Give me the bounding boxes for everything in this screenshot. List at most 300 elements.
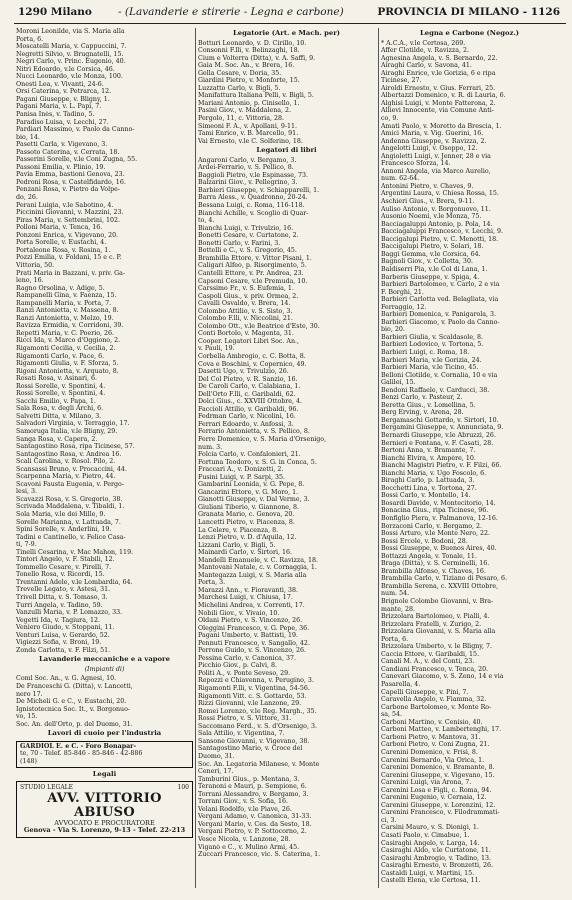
directory-entry: Airaghi Carlo, v. Savona, 41. (381, 62, 472, 70)
directory-entry: Amici Maria, v. Vig. Guerini, 16. (381, 130, 484, 138)
directory-entry: mante, 28. (381, 605, 416, 613)
directory-entry: Romei Lorenzo, v.le Reg. Margh., 35. (198, 707, 317, 715)
ad-top-number: 100 (177, 784, 189, 792)
directory-entry: Zonda Carlotta, v. F. Filzi, 51. (16, 646, 111, 654)
directory-entry: Polloni Maria, v. Tenca, 16. (16, 224, 103, 232)
directory-entry: Carboni Pietro, v. Mantova, 31. (381, 733, 481, 741)
directory-entry: Porta, 6. (381, 635, 409, 643)
legatori-list (198, 157, 375, 859)
directory-entry: Benzi Carlo, v. Pasteur, 2. (381, 394, 463, 402)
directory-entry: Sala Rosa, v. degli Archi, 6. (16, 405, 104, 413)
directory-entry: Ferre Domenico, v. S. Maria d'Orsenigo, (198, 435, 327, 443)
directory-entry: Sala Attilio, v. Vigentina, 7. (198, 730, 285, 738)
directory-entry: Balzarini Giov., v. Pellegrino, 3. (198, 179, 298, 187)
ad-name: AVV. VITTORIO ABIUSO (47, 790, 162, 820)
column-divider (378, 28, 379, 888)
directory-entry: Bessana Luigi, c. Roma, 116-118. (198, 202, 305, 210)
directory-entry: Fraccari A., v. Donizetti, 2. (198, 466, 284, 474)
directory-entry: Fortuna Teodoro, v. S. G. in Conca, 5. (198, 458, 317, 466)
directory-entry: Cavalli Osvaldo, v. Brera, 14. (198, 300, 291, 308)
directory-entry: sa, 54. (381, 711, 403, 719)
directory-entry: Porta Sorelle, v. Eustachi, 4. (16, 239, 107, 247)
directory-entry: Salvadori Virginia, v. Terraggio, 17. (16, 420, 130, 428)
directory-entry: Portaleone Rosa, v. Rosina, 1. (16, 246, 111, 254)
directory-entry: Agnesina Angela, v. S. Bernardo, 22. (381, 54, 498, 62)
directory-entry: Capelli Giuseppe, v. Pini, 7. (381, 688, 469, 696)
column-left (16, 28, 193, 888)
directory-entry: Antonini Pietro, v. Chaves, 9. (381, 182, 474, 190)
ad-line: te, 70 - Telef. 85-846 - 85-846 - 42-886 (20, 750, 143, 758)
directory-entry: Barbieri Giulia, v. Scaldasole, 8. (381, 333, 484, 341)
directory-entry: Tintori Angelo, v. F. Stabili, 12. (16, 556, 115, 564)
directory-entry: Amati Paolo, v. Moretto da Brescia, 1. (381, 122, 502, 130)
directory-entry: Onesti Lea, v. Vivanti, 24-6. (16, 80, 104, 88)
directory-entry: Tadini e Cantinello, v. Felice Casa- (16, 533, 126, 541)
directory-entry: Rossi Sorelle, v. Spontini, 4. (16, 382, 106, 390)
legna-carbone-list (381, 40, 558, 885)
directory-entry: Mandelli Emanuele, v. C. Ravizza, 18. (198, 556, 318, 564)
directory-entry: Pagani Umberto, v. Battisti, 19. (198, 632, 298, 640)
directory-entry: Bonfiglio Piera, v. Palmanova, 12-16. (381, 515, 498, 522)
directory-page (8, 6, 566, 894)
directory-entry: Panisa Inès, v. Tadino, 5. (16, 111, 95, 119)
directory-entry: Barbieri Lodovico, v. Tortona, 5. (381, 341, 484, 349)
directory-entry: Colombo Attilio, v. S. Sisto, 3. (198, 307, 293, 315)
directory-entry: Bonetti Carlo, v. Farini, 3. (198, 239, 281, 247)
directory-entry: Caccia Ettore, v. Garibaldi, 15. (381, 650, 480, 658)
directory-entry: Bianchi Magistri Pietro, v. F. Filzi, 66. (381, 462, 502, 470)
directory-entry: Bianchi Achille, v. Scoglio di Quar- (198, 209, 309, 217)
directory-entry: Belloni Clotilde, v. Cornalia, 10 e via (381, 371, 498, 379)
page-header (8, 6, 566, 24)
directory-entry: Negri Carlo, v. Princ. Eugenio, 40. (16, 58, 126, 66)
directory-entry: Cova e Boschini, v. Copernico, 49. (198, 360, 307, 368)
directory-entry: Albertazzi Domenico, v. R. di Lauria, 6. (381, 92, 506, 100)
directory-entry: Brambilla Ettore, v. Vittor Pisani, 1. (198, 254, 312, 262)
directory-entry: Sanga Rosa, v. Capera, 2. (16, 435, 98, 443)
directory-entry: Bocchetti Lina, v. Tortona, 27. (381, 484, 477, 492)
ad-line: GARDIOL E. e C. - Foro Bonapar- (20, 742, 137, 750)
directory-entry: Carenini Losa e Figli, c. Roma, 94. (381, 786, 492, 794)
gardiol-advertisement (16, 741, 193, 768)
directory-entry: Piccinini Giovanni, v. Mazzini, 23. (16, 209, 124, 217)
directory-entry: Pedroni Rosa, v. Castelfidardo, 16. (16, 178, 126, 186)
directory-entry: Lenzi Pietro, v. D. d'Aquila, 12. (198, 534, 297, 542)
directory-entry: Passoto Caterina, v. Cerrata, 18. (16, 148, 120, 156)
directory-entry: Negretti Silvio, v. Brugnatelli, 15. (16, 50, 124, 58)
directory-entry: Castelli Elena, v.le Certosa, 11. (381, 877, 481, 885)
directory-entry: Tinelli Cesarina, v. Mac Mahon, 119. (16, 548, 134, 556)
directory-entry: Trivell Ditta, v. S. Tomaso, 3. (16, 594, 108, 602)
directory-entry: Picchio Giov., p. Calvi, 8. (198, 662, 278, 670)
directory-entry: Simeoni F. A., v. Apollani, 9-11. (198, 122, 298, 130)
directory-entry: Turri Angela, v. Tadino, 59. (16, 601, 103, 609)
directory-entry: Carenini Domenico, v. Frisi, 8. (381, 748, 478, 756)
directory-entry: Canevari Giacomo, v. S. Zeno, 14 e via (381, 673, 504, 681)
directory-entry: Cantelli Ettore, v. Pr. Andrea, 23. (198, 269, 304, 277)
directory-entry: Rosati Rosa, v. Asinari, 6. (16, 375, 98, 383)
directory-entry: Tommello Cesare, v. Pirelli, 7. (16, 563, 112, 571)
ad-line: (148) (20, 757, 37, 765)
directory-entry: do, 26. (16, 194, 38, 202)
directory-entry: Baccigalupi Pietro, v. C. Menotti, 18. (381, 235, 499, 243)
directory-entry: Spini Sorelle, v. Anderlini, 19. (16, 526, 112, 534)
directory-entry: Angioletti Luigi, v. Jenner, 28 e via (381, 152, 491, 160)
section-title: Legatorie (Art. e Mach. per) (232, 29, 341, 37)
directory-entry: Teranoni e Mauri, p. Sempione, 6. (198, 783, 307, 791)
directory-entry: Carssimo Fr., v. S. Eufemia, 1. (198, 285, 294, 293)
directory-entry: De Caroli Carlo, v. Calabiana, 1. (198, 383, 301, 391)
directory-entry: Botturi Leonardo, v. D. Cirillo, 10. (198, 39, 307, 47)
directory-entry: Pardiari Massimo, v. Paolo da Canno- (16, 126, 135, 134)
directory-entry: vo, 15. (16, 713, 38, 721)
directory-entry: Carenini Domenico, v. Bramante, 8. (381, 764, 495, 772)
directory-entry: Faccioli Attilio, v. Garibaldi, 96. (198, 405, 299, 413)
directory-entry: Vegetti Ida, v. Tagiura, 12. (16, 616, 100, 624)
directory-entry: Barbieri Maria, v.le Gorizia, 24. (381, 356, 482, 364)
directory-entry: Torrani Giov., v. S. Sofia, 16. (198, 798, 288, 806)
directory-entry: Ticinese, 27. (381, 77, 422, 85)
directory-entry: Ragno Orsolina, v. Adige, 5. (16, 284, 105, 292)
directory-entry: Soc. An. Legatoria Milanese, v. Monte (198, 760, 320, 768)
directory-entry: Allievi Innocente, via Comune Anti- (381, 107, 494, 115)
directory-entry: Barbieri Bartolomeo, v. Carlo, 2 e via (381, 281, 500, 289)
directory-entry: Baggioli Pietro, v.le Espinasse, 73. (198, 171, 309, 179)
directory-entry: Carenini Francesco, v. Filodrammati- (381, 809, 500, 817)
directory-entry: Barbieri Domenica, v. Panigarola, 3. (381, 311, 497, 319)
section-subtitle: (Impianti di) (84, 665, 125, 673)
directory-entry: Carenini Eugenio, v. Cernaia, 12. (381, 794, 487, 802)
province-page: PROVINCIA DI MILANO - 1126 (377, 6, 560, 18)
directory-entry: Brizzolara Umberto, v. le Bligny, 7. (381, 643, 493, 651)
directory-entry: Rossi Sorelle, v. Spontini, 4. (16, 390, 106, 398)
ad-address: Genova - Via S. Lorenzo, 9-13 - Telef. 22-213 (23, 826, 186, 835)
directory-entry: Bernardi Giuseppe, v.le Abruzzi, 26. (381, 431, 496, 439)
directory-entry: Mariani Antonio, p. Cinisello, 1. (198, 99, 300, 107)
directory-entry: Beretta Gius., v. Lomellina, 5. (381, 401, 476, 409)
directory-entry: Moscatelli Maria, v. Cappuccini, 7. (16, 43, 127, 51)
directory-entry: Carboni Matteo, v. Lambertenghi, 17. (381, 726, 502, 734)
directory-entry: Conti Bortolo, v. Magenta, 31. (198, 330, 294, 338)
directory-entry: lesi, 3. (16, 488, 37, 496)
directory-entry: Vergani Pietro, v. P. Sottocorno, 2. (198, 828, 307, 836)
directory-entry: Pessina Carlo, v. Canonica, 37. (198, 654, 296, 662)
directory-entry: co, 9. (381, 115, 399, 123)
directory-entry: Bosardi Davide, v. Montecitorio, 14. (381, 499, 496, 507)
directory-entry: Ausonio Noemi, v.le Monza, 75. (381, 213, 482, 221)
directory-entry: Fusini Luigi, v. P. Sarpi, 35. (198, 473, 285, 481)
directory-entry: Lizzani Carlo, v. Bigli, 5. (198, 541, 276, 549)
directory-entry: Bonacina Gius., ripa Ticinese, 96. (381, 507, 489, 515)
column-divider (195, 28, 196, 888)
directory-entry: Caligari Alfeo, p. Risorgimento, 5. (198, 262, 307, 270)
directory-entry: Francesco Sforza, 14. (381, 160, 451, 168)
directory-entry: Bertoni Anna, v. Bramante, 7. (381, 447, 476, 455)
directory-entry: Penzani Rosa, v. Pietro da Volpe- (16, 186, 120, 194)
directory-entry: Vergani Mario, v. Ces. da Sesto, 18. (198, 820, 312, 828)
directory-entry: Bergamaschi Gottardo, v. Sirtori, 10. (381, 416, 499, 424)
directory-entry: Passoni Emilia, v. Plinio, 19. (16, 163, 106, 171)
directory-entry: Baccigalupi Pietro, v. Solari, 18. (381, 243, 484, 251)
directory-entry: Nobili Giov., v. Vivaio, 10. (198, 609, 280, 617)
directory-entry: ti, 7-9. (16, 541, 37, 549)
directory-entry: Brambilla Carlo, v. Tiziano di Pesaro, 6. (381, 575, 508, 583)
directory-entry: Corbella Ambrogio, c. C. Botta, 8. (198, 352, 306, 360)
directory-entry: Pennuti Francesco, v. Sangallo, 42. (198, 639, 310, 647)
directory-entry: Pergolo, 11, c. Vittoria, 28. (198, 115, 284, 123)
directory-entry: Rigamonti F.lli, v. Vigentina, 54-56. (198, 685, 310, 693)
directory-entry: Colombo Ott., v.le Beatrice d'Este, 30. (198, 322, 320, 330)
directory-entry: Manifattura Italiana Pelli, v. Bigli, 5. (198, 92, 314, 100)
directory-entry: Casiraghi Aldo, v.le Curtatone, 11. (381, 847, 491, 855)
directory-entry: Colombo F.lli, v. Niccolini, 21. (198, 315, 293, 323)
directory-entry: Brizzolara Fratelli, v. Zurigo, 2. (381, 620, 482, 628)
directory-entry: * A.C.A., v.le Certosa, 269. (381, 39, 466, 47)
directory-entry: Casiraghi Ambrogio, v. Tadino, 13. (381, 854, 492, 862)
directory-entry: Bagnoli Giov., v. Colletta, 30. (381, 258, 473, 266)
directory-entry: Rizzi Giovanni, v.le Lanzone, 29. (198, 700, 302, 708)
directory-entry: Ignistotecnica Soc. It., v. Borgonuo- (16, 705, 131, 713)
directory-entry: Rigamonti Carlo, v. Pace, 6. (16, 352, 105, 360)
directory-entry: num. 62-64. (381, 175, 420, 183)
directory-entry: Gancarini Ettore, v. G. Moro, 1. (198, 488, 299, 496)
directory-entry: Carbone Bartolomeo, v. Monte Ro- (381, 703, 492, 711)
directory-entry: Pasetti Carla, v. Vigevano, 3. (16, 141, 108, 149)
directory-entry: Santagostino Rosa, v. Andrea 16. (16, 450, 122, 458)
directory-entry: Perrone Guido, v. S. Vincenzo, 26. (198, 647, 307, 655)
directory-entry: Ranzi Antonietta, v. Melzo, 19. (16, 314, 114, 322)
directory-entry: Carenini Giuseppe, v. Lorenzini, 12. (381, 801, 496, 809)
directory-entry: Orsi Caterina, v. Petrarca, 12. (16, 88, 112, 96)
directory-entry: Perani Luigia, v.le Sabotino, 4. (16, 201, 114, 209)
directory-entry: Samoruga Italia, v.le Bligny, 29. (16, 427, 118, 435)
directory-entry: Mantovani Natale, c. v. Cornaggia, 1. (198, 564, 317, 572)
directory-entry: Bergamini Giuseppe, v. Annunciata, 9. (381, 424, 504, 432)
directory-entry: Porta, 3. (198, 579, 226, 587)
directory-entry: Rampanelli Maria, v. Porta, 7. (16, 299, 112, 307)
directory-entry: Veniero Giudo, v. Stoppani, 11. (16, 624, 115, 632)
directory-entry: Bossi Arturo, v.le Monte Nero, 22. (381, 530, 491, 538)
directory-entry: Baldiserri Pia, v.le Col di Lana, 1. (381, 265, 488, 273)
directory-entry: Zuccari Francesco, vic. S. Caterina, 1. (198, 851, 321, 859)
directory-entry: Barberis Giuseppe, v. Spiga, 4. (381, 273, 480, 281)
directory-entry: Gambarini Leonida, v. G. Pepe, 8. (198, 481, 305, 489)
directory-entry: De Micheli G. e C., v. Eustachi, 20. (16, 698, 127, 706)
directory-entry: Casiraghi Angelo, v. Larga, 14. (381, 839, 480, 847)
directory-entry: Bonetti Cesare, v. Curtatone, 2. (198, 232, 299, 240)
directory-entry: Rampanelli Gina, v. Faenza, 15. (16, 292, 117, 300)
directory-entry: Pavia Emma, bastioni Genova, 23. (16, 171, 125, 179)
directory-entry: Capsoni Cesare, v.le Premuda, 10. (198, 277, 308, 285)
directory-entry: Velani Rodolfo, v.le Piave, 26. (198, 805, 292, 813)
directory-entry: Berg Erving, v. Arena, 28. (381, 409, 464, 417)
directory-entry: Vanzulli Maria, v. P. Lomazzo, 33. (16, 609, 123, 617)
section-title: Lavanderie meccaniche e a vapore (39, 655, 170, 664)
directory-entry: Soc. An. dell'Orto, p. del Duomo, 31. (16, 720, 133, 728)
directory-entry: Barbieri Luigi, c. Roma, 18. (381, 348, 470, 356)
directory-entry: Gianotti Giuseppe, v. Dal Verme, 3. (198, 496, 310, 504)
directory-entry: Fedrman Carlo, v. Nicolini, 16. (198, 413, 296, 421)
directory-entry: Rigamonti Giulia, v. F. Sforza, 5. (16, 360, 119, 368)
directory-entry: Ardei-Ferrario, v. S. Pellico, 8. (198, 164, 294, 172)
directory-entry: Santagostino Mario, v. Croce del (198, 745, 303, 753)
directory-entry: Granata Mario, c. Genova, 20. (198, 511, 295, 519)
section-title: Legna e Carbone (Negoz.) (419, 29, 520, 37)
directory-entry: Barbieri Carlotta ved. Belagliata, via (381, 296, 499, 304)
directory-entry: Michelini Andrea, v. Correnti, 17. (198, 602, 305, 610)
directory-entry: Marazzi Ann., v. Fioravanti, 38. (198, 586, 298, 594)
directory-entry: Vigiezzi Sofia, v. Broni, 19. (16, 639, 102, 647)
directory-entry: bio, 20. (381, 326, 405, 334)
directory-entry: Scavazzi Rosa, v. S. Gregorio, 38. (16, 495, 123, 503)
page-category: - (Lavanderie e stirerie - Legna e carbone) (118, 6, 344, 18)
directory-entry: Andenna Giuseppe, v. Ravizza, 2. (381, 137, 487, 145)
directory-entry: Angelotti Luigi, v. Osoppo, 12. (381, 145, 478, 153)
directory-entry: Brambilla Serena, c. XXVIII Ottobre, (381, 582, 499, 590)
directory-entry: Folcia Carlo, v. Confalonieri, 21. (198, 451, 301, 459)
directory-entry: Bottazzi Angela, v. Tonale, 11. (381, 552, 477, 560)
section-title: Legatori di libri (256, 146, 317, 155)
directory-entry: ci, 3. (381, 816, 397, 824)
ad-top-label: STUDIO LEGALE (20, 784, 74, 792)
directory-entry: Cooper. Legatori Libri Soc. An., (198, 337, 300, 345)
directory-entry: Vesce Nicola, v. Lanzone, 28. (198, 835, 291, 843)
directory-entry: Canali M. A., v. del Conti, 23. (381, 658, 475, 666)
directory-entry: Carenini Bernardo, Via Orica, 1. (381, 756, 485, 764)
directory-entry: Scansassi Bruno, v. Procaccini, 44. (16, 465, 127, 473)
directory-entry: Barbieri Giacomo, v. Paolo da Canno- (381, 318, 500, 326)
directory-entry: Carboni Pietro, v. Coni Zugna, 21. (381, 741, 490, 749)
directory-entry: Carboni Martino, v. Cenisio, 40. (381, 718, 483, 726)
directory-entry: Rigamonti Vitt. c. S. Gottardo, 53. (198, 692, 307, 700)
directory-entry: Ranzi Antonietta, v. Massena, 8. (16, 307, 119, 315)
directory-entry: Castaldi Luigi, v. Martini, 15. (381, 869, 475, 877)
directory-entry: Consonni F.lli, v. Belinzaghi, 18. (198, 47, 300, 55)
directory-entry: Tamburini Gius., p. Mentana, 3. (198, 775, 300, 783)
legatorie-list (198, 40, 375, 146)
directory-entry: Moroni Leonilde, via S. Maria alla (16, 28, 125, 35)
directory-entry: Carenini Luigi, via Arona, 7. (381, 779, 472, 787)
directory-entry: F. Borghi, 21. (381, 288, 424, 296)
directory-entry: num. 54. (381, 590, 410, 598)
directory-entry: Bianchi Maria, v. Ugo Foscolo, 6. (381, 469, 487, 477)
directory-entry: Sola Maria, v.le dei Mille, 9. (16, 511, 106, 518)
directory-entry: Auliso Antonio, v. Borgonuovo, 11. (381, 205, 491, 213)
directory-entry: Scarpenna Maria, v. Pietro, 44. (16, 473, 116, 481)
directory-entry: Repozzi e Chiavenna, v. Perugino, 3. (198, 677, 314, 685)
directory-entry: Passerini Sorelle, v.le Coni Zugna, 55. (16, 156, 138, 164)
directory-entry: Brignole Colombo Giovanni, v. Bra- (381, 598, 494, 606)
directory-entry: Candiani Francesco, v. Tenca, 20. (381, 665, 489, 673)
directory-entry: bio, 14. (16, 133, 40, 141)
directory-entry: Carsini Mauro, v. S. Dionigi, 1. (381, 824, 479, 832)
directory-entry: Bianchi Elvira, v. Ampère, 10. (381, 454, 476, 462)
directory-entry: Carenini Giuseppe, v. Vigevano, 15. (381, 771, 495, 779)
directory-entry: Santagostino Rosa, ripa Ticinese, 57. (16, 443, 135, 451)
directory-entry: Scali Carolina, v. Rosol. Pilo, 2. (16, 458, 116, 466)
directory-entry: Paradiso Luisa, v. Lecchi, 27. (16, 118, 109, 126)
directory-entry: Porta, 6. (16, 35, 44, 43)
directory-entry: Barra Aless., v. Quadronno, 20-24. (198, 194, 308, 202)
directory-entry: Torrani Alessandro, v. Bergamo, 3. (198, 790, 309, 798)
directory-entry: Brizzolara Bartolomeo, v. Pialli, 4. (381, 613, 490, 621)
directory-entry: Affer Clotilde, v. Ravizza, 2. (381, 47, 470, 55)
directory-entry: Ravizza Ermidia, v. Corridoni, 39. (16, 322, 124, 330)
directory-entry: Braga (Ditta), v. S. Cerminelli, 16. (381, 560, 490, 568)
directory-entry: to, 4. (198, 217, 215, 225)
directory-entry: Del Col Pietro, v. R. Sanzio, 16. (198, 375, 298, 383)
directory-entry: Rigamonti Cecilia, v. Cecilia, 2. (16, 344, 116, 352)
directory-entry: Vergani Adamo, v. Canonica, 31-33. (198, 813, 312, 821)
directory-entry: Argentini Laura, v. Chiesa Rossa, 15. (381, 190, 499, 198)
directory-entry: Bernieri e Fontana, v. F. Casati, 28. (381, 439, 494, 447)
directory-entry: Luzzatto Carlo, v. Bigli, 5. (198, 84, 281, 92)
directory-entry: La Celere, v. Piacenza, 8. (198, 526, 279, 534)
directory-entry: Bianchi Luigi, v. Trivulzio, 16. (198, 224, 294, 232)
directory-entry: Tonello Rosa, v. Ricordi, 15. (16, 571, 105, 579)
directory-entry: Rigoni Antonietta, v. Arquato, 8. (16, 367, 119, 375)
directory-entry: Galilei, 15. (381, 379, 416, 387)
directory-entry: Dasetti Ugo, v. Trivulzio, 26. (198, 368, 289, 376)
directory-entry: Airoldi Ernesto, v. Gius. Ferrari, 25. (381, 84, 496, 92)
lavanderie-list (16, 28, 193, 654)
directory-entry: Trentanni Adele, v.le Lombardia, 64. (16, 578, 133, 586)
directory-entry: Barbieri Giuseppe, v. Schiapparelli, 1. (198, 186, 320, 194)
directory-entry: Gella Cesare, v. Doria, 35. (198, 69, 282, 77)
directory-entry: leno, 16. (16, 277, 44, 285)
directory-entry: Politi A., v. Ponte Seveso, 29. (198, 669, 291, 677)
directory-entry: Nitri Edoardo, v.le Corsica, 46. (16, 65, 115, 73)
directory-entry: Borzaconi Carlo, v. Bergamo, 2. (381, 522, 483, 530)
header-rule (14, 23, 566, 24)
directory-entry: Pozzi Emilia, v. Foldani, 15 e c. P. (16, 254, 122, 262)
directory-entry: Airaghi Enrico, v.le Gorizia, 6 e ripa (381, 69, 496, 77)
directory-entry: Mantegazza Luigi, v. S. Maria alla (198, 571, 307, 579)
directory-entry: Biraghi Carlo, p. Lattuada, 3. (381, 477, 475, 485)
directory-entry: Giuliani Tiberio, v. Giannone, 8. (198, 503, 300, 511)
directory-entry: Annoni Angela, via Marco Aurelio, (381, 167, 491, 175)
directory-entry: Saccomano Ferd., v. S. d'Orsenigo, 3. (198, 722, 317, 730)
directory-entry: Casiraghi Ernesto, v. Bronzetti, 26. (381, 862, 494, 870)
directory-entry: Giardini Pietro, v. Monforte, 15. (198, 77, 300, 85)
directory-entry: Bendoni Raffaele, v. Carducci, 38. (381, 386, 490, 394)
directory-entry: Scavoni Fausta Eugenia, v. Pergo- (16, 480, 124, 488)
directory-entry: Aschieri Gius., v. Brera, 9-11. (381, 198, 475, 206)
directory-entry: Ceneri, 17. (198, 768, 234, 776)
directory-entry: Caravella Angelo, v. Fiamma, 32. (381, 696, 487, 704)
directory-entry: Barbieri Maria, v.le Ticino, 45. (381, 364, 479, 372)
directory-entry: Vai Ernesto, v.le C. Solferino, 18. (198, 137, 303, 145)
directory-entry: nero 17. (16, 690, 43, 698)
directory-entry: Scrivada Maddalena, v. Tibaldi, 1. (16, 503, 125, 511)
directory-entry: Venturi Luisa, v. Gerardo, 52. (16, 631, 110, 639)
directory-entry: Brambilla Alfonso, v. Chaves, 16. (381, 567, 486, 575)
directory-entry: Pagani Giuseppe, v. Bligny, 1. (16, 95, 110, 103)
directory-entry: Rossi Pietro, v. S. Vittore, 31. (198, 715, 292, 723)
directory-entry: Caspoli Gius., v. priv. Ormea, 2. (198, 292, 299, 300)
directory-entry: Vittoria, 50. (16, 261, 55, 269)
directory-entry: Coml Soc. An., v. G. Agnesi, 10. (16, 675, 117, 683)
directory-entry: Viganò e C., v. Mulino Armi, 45. (198, 843, 300, 851)
directory-entry: Sorelle Marianna, v. Lattuada, 7. (16, 518, 121, 526)
directory-entry: De Franceschi G. (Ditta), v. Lancetti, (16, 683, 133, 691)
directory-entry: Gaia M. Soc. An., v. Brera, 16. (198, 62, 295, 70)
directory-entry: Bottelli e C., v. S. Gregorio, 45. (198, 247, 297, 255)
directory-entry: Piras Maria, v. Settembrini, 102. (16, 216, 120, 224)
directory-entry: Ferrari Edoardo, v. Anfossi, 3. (198, 420, 294, 428)
directory-entry: Lancetti Pietro, v. Piacenza, 8. (198, 519, 295, 526)
page-number-city: 1290 Milano (18, 6, 92, 18)
